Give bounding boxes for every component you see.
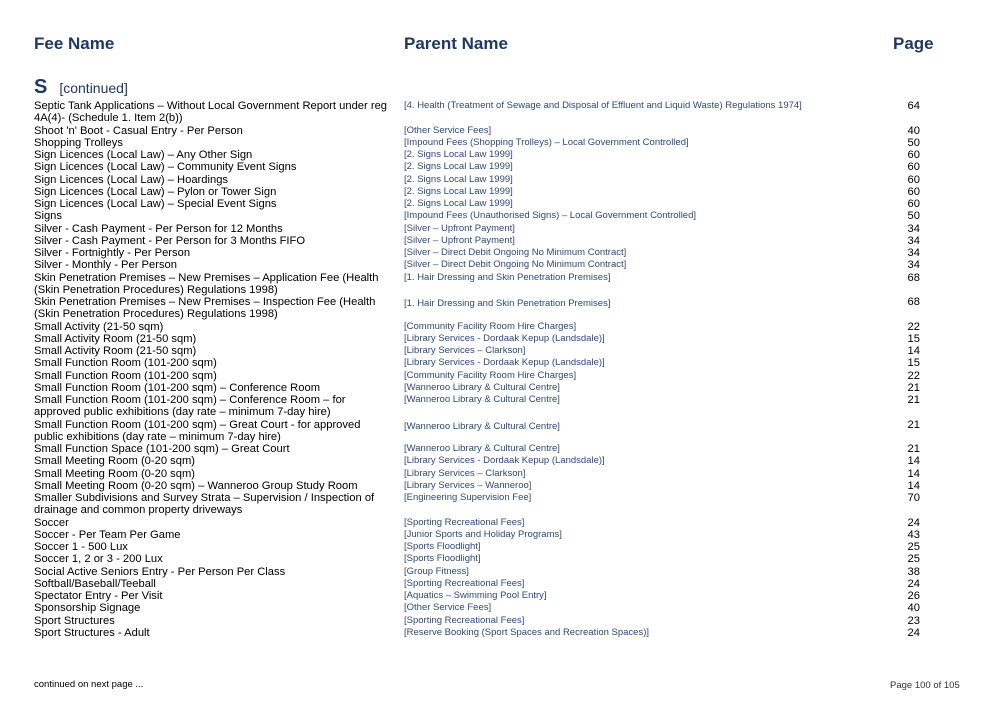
- parent-name-link[interactable]: [Sporting Recreational Fees]: [404, 516, 525, 528]
- fee-name: Spectator Entry - Per Visit: [34, 590, 163, 602]
- page-ref: 38: [907, 565, 920, 578]
- parent-name-link[interactable]: [Library Services – Wanneroo]: [404, 479, 532, 491]
- parent-name-link[interactable]: [Engineering Supervision Fee]: [404, 492, 532, 503]
- parent-name-link[interactable]: [4. Health (Treatment of Sewage and Disposal of Effluent and Liquid Waste) Regulations 1974]: [404, 100, 802, 111]
- parent-name-link[interactable]: [Sporting Recreational Fees]: [404, 577, 525, 589]
- fee-name: Softball/Baseball/Teeball: [34, 577, 156, 590]
- table-row: [34, 235, 924, 247]
- table-row: [34, 161, 924, 173]
- parent-name-link[interactable]: [Other Service Fees]: [404, 124, 492, 136]
- page-ref: 14: [907, 467, 920, 480]
- parent-name-link[interactable]: [Library Services – Clarkson]: [404, 467, 526, 479]
- fee-name: Small Function Room (101-200 sqm): [34, 357, 217, 370]
- table-row: [34, 480, 924, 492]
- page-ref: 50: [907, 210, 920, 223]
- parent-name-link[interactable]: [Impound Fees (Unauthorised Signs) – Local Government Controlled]: [404, 210, 697, 222]
- table-row: [34, 590, 924, 602]
- fee-name: Sign Licences (Local Law) – Pylon or Tower Sign: [34, 185, 277, 198]
- fee-name: Soccer 1, 2 or 3 - 200 Lux: [34, 553, 163, 566]
- table-row: [34, 602, 924, 614]
- fee-name: Sport Structures - Adult: [34, 626, 150, 639]
- page-ref: 60: [907, 173, 920, 186]
- parent-name-link[interactable]: [Aquatics – Swimming Pool Entry]: [404, 590, 547, 601]
- parent-name-link[interactable]: [Sporting Recreational Fees]: [404, 614, 525, 626]
- parent-name-link[interactable]: [Wanneroo Library & Cultural Centre]: [404, 394, 560, 405]
- fee-name: Sign Licences (Local Law) – Special Event Signs: [34, 198, 277, 210]
- table-row: [34, 382, 924, 394]
- fee-name: Social Active Seniors Entry - Per Person Per Class: [34, 565, 286, 578]
- fee-name: Sign Licences (Local Law) – Hoardings: [34, 173, 229, 186]
- table-row: [34, 627, 924, 639]
- page-ref: 34: [907, 234, 920, 247]
- fee-index-list: [34, 100, 924, 639]
- table-row: [34, 100, 924, 125]
- page-ref: 34: [907, 259, 920, 272]
- table-row: [34, 615, 924, 627]
- parent-name-link[interactable]: [Library Services - Dordaak Kepup (Landsdale)]: [404, 332, 605, 344]
- fee-name: Signs: [34, 210, 62, 223]
- page-ref: 24: [907, 577, 920, 590]
- table-row: [34, 394, 924, 419]
- parent-name-link[interactable]: [1. Hair Dressing and Skin Penetration Premises]: [404, 271, 611, 283]
- fee-name: Silver - Cash Payment - Per Person for 3 Months FIFO: [34, 234, 306, 247]
- table-row: [34, 186, 924, 198]
- column-header-parent-name: Parent Name: [404, 34, 508, 53]
- fee-name: Skin Penetration Premises – New Premises – Application Fee (Health (Skin Penetration Procedures) Regulations 1998): [34, 271, 379, 296]
- fee-name: Septic Tank Applications – Without Local Government Report under reg 4A(4)- (Schedule 1. Item 2(b)): [34, 100, 388, 125]
- table-row: [34, 223, 924, 235]
- page-ref: 26: [907, 590, 920, 602]
- fee-name: Small Meeting Room (0-20 sqm): [34, 467, 196, 480]
- fee-name: Soccer 1 - 500 Lux: [34, 541, 128, 553]
- section-letter: S: [34, 76, 48, 98]
- fee-name: Soccer - Per Team Per Game: [34, 528, 181, 541]
- fee-name: Shoot 'n' Boot - Casual Entry - Per Person: [34, 124, 243, 137]
- page-ref: 43: [907, 528, 920, 541]
- parent-name-link[interactable]: [Library Services - Dordaak Kepup (Landsdale)]: [404, 455, 605, 467]
- table-row: [34, 492, 924, 517]
- parent-name-link[interactable]: [Junior Sports and Holiday Programs]: [404, 528, 562, 540]
- page-ref: 21: [907, 418, 920, 431]
- table-row: [34, 296, 924, 321]
- fee-name: Sign Licences (Local Law) – Any Other Sign: [34, 149, 253, 161]
- parent-name-link[interactable]: [2. Signs Local Law 1999]: [404, 161, 513, 173]
- parent-name-link[interactable]: [Library Services - Dordaak Kepup (Landsdale)]: [404, 357, 605, 369]
- fee-name: Silver - Cash Payment - Per Person for 12 Months: [34, 222, 283, 235]
- table-row: [34, 455, 924, 467]
- fee-name: Small Activity Room (21-50 sqm): [34, 345, 197, 357]
- table-row: [34, 529, 924, 541]
- page-ref: 15: [907, 332, 920, 345]
- table-row: [34, 321, 924, 333]
- fee-name: Shopping Trolleys: [34, 136, 123, 149]
- section-continued-label: [continued]: [59, 80, 128, 96]
- page-ref: 60: [907, 161, 920, 174]
- table-row: [34, 247, 924, 259]
- parent-name-link[interactable]: [Silver – Upfront Payment]: [404, 234, 515, 246]
- page-ref: 68: [907, 296, 920, 308]
- fee-name: Small Activity Room (21-50 sqm): [34, 332, 197, 345]
- fee-name: Small Function Room (101-200 sqm) – Conference Room: [34, 381, 321, 394]
- fee-name: Sport Structures: [34, 614, 115, 627]
- page-ref: 21: [907, 381, 920, 394]
- page-ref: 60: [907, 149, 920, 161]
- fee-name: Sign Licences (Local Law) – Community Event Signs: [34, 161, 297, 174]
- parent-name-link[interactable]: [1. Hair Dressing and Skin Penetration Premises]: [404, 298, 611, 309]
- table-row: [34, 198, 924, 210]
- table-row: [34, 149, 924, 161]
- page-ref: 14: [907, 479, 920, 492]
- fee-name: Small Meeting Room (0-20 sqm): [34, 455, 196, 468]
- parent-name-link[interactable]: [Wanneroo Library & Cultural Centre]: [404, 443, 560, 454]
- parent-name-link[interactable]: [Community Facility Room Hire Charges]: [404, 320, 577, 332]
- table-row: [34, 210, 924, 222]
- page-number: Page 100 of 105: [890, 680, 960, 691]
- parent-name-link[interactable]: [Impound Fees (Shopping Trolleys) – Local Government Controlled]: [404, 136, 689, 148]
- continued-note: continued on next page ...: [34, 679, 144, 690]
- page-ref: 23: [907, 614, 920, 627]
- fee-name: Soccer: [34, 516, 69, 529]
- page-ref: 22: [907, 320, 920, 333]
- table-row: [34, 259, 924, 271]
- page-ref: 25: [907, 553, 920, 566]
- table-row: [34, 468, 924, 480]
- parent-name-link[interactable]: [Silver – Upfront Payment]: [404, 222, 515, 234]
- column-header-page: Page: [893, 34, 934, 53]
- page-ref: 22: [907, 369, 920, 382]
- page-ref: 60: [907, 198, 920, 210]
- page-ref: 24: [907, 626, 920, 639]
- page-ref: 68: [907, 271, 920, 284]
- table-row: [34, 419, 924, 444]
- table-row: [34, 553, 924, 565]
- table-row: [34, 125, 924, 137]
- table-row: [34, 333, 924, 345]
- table-row: [34, 272, 924, 297]
- parent-name-link[interactable]: [Community Facility Room Hire Charges]: [404, 369, 577, 381]
- fee-name: Small Meeting Room (0-20 sqm) – Wanneroo Group Study Room: [34, 479, 358, 492]
- table-row: [34, 566, 924, 578]
- fee-name: Small Activity (21-50 sqm): [34, 320, 164, 333]
- page-ref: 15: [907, 357, 920, 370]
- page-ref: 24: [907, 516, 920, 529]
- parent-name-link[interactable]: [Group Fitness]: [404, 565, 469, 577]
- table-row: [34, 137, 924, 149]
- parent-name-link[interactable]: [Wanneroo Library & Cultural Centre]: [404, 420, 560, 432]
- fee-name: Small Function Room (101-200 sqm) – Great Court - for approved public exhibitions (day rate – minimum 7-day hire): [34, 418, 361, 443]
- page-ref: 14: [907, 345, 920, 357]
- page-ref: 14: [907, 455, 920, 468]
- page-ref: 64: [907, 100, 920, 112]
- fee-name: Silver - Monthly - Per Person: [34, 259, 177, 272]
- fee-name: Silver - Fortnightly - Per Person: [34, 247, 191, 259]
- page-ref: 40: [907, 602, 920, 615]
- page-ref: 25: [907, 541, 920, 553]
- parent-name-link[interactable]: [2. Signs Local Law 1999]: [404, 149, 513, 160]
- parent-name-link[interactable]: [Sports Floodlight]: [404, 541, 481, 552]
- table-row: [34, 345, 924, 357]
- page-ref: 60: [907, 185, 920, 198]
- table-row: [34, 174, 924, 186]
- parent-name-link[interactable]: [2. Signs Local Law 1999]: [404, 173, 513, 185]
- parent-name-link[interactable]: [Reserve Booking (Sport Spaces and Recreation Spaces)]: [404, 626, 650, 638]
- fee-name: Smaller Subdivisions and Survey Strata – Supervision / Inspection of drainage and common property driveways: [34, 492, 375, 517]
- table-row: [34, 578, 924, 590]
- page-ref: 34: [907, 247, 920, 259]
- page-ref: 50: [907, 136, 920, 149]
- parent-name-link[interactable]: [Silver – Direct Debit Ongoing No Minimum Contract]: [404, 247, 627, 258]
- parent-name-link[interactable]: [Sports Floodlight]: [404, 553, 481, 565]
- parent-name-link[interactable]: [2. Signs Local Law 1999]: [404, 185, 513, 197]
- fee-name: Sponsorship Signage: [34, 602, 141, 615]
- table-row: [34, 357, 924, 369]
- page-ref: 40: [907, 124, 920, 137]
- fee-name: Skin Penetration Premises – New Premises – Inspection Fee (Health (Skin Penetration Procedures) Regulations 1998): [34, 296, 376, 321]
- table-row: [34, 370, 924, 382]
- parent-name-link[interactable]: [Library Services – Clarkson]: [404, 345, 526, 356]
- column-header-fee-name: Fee Name: [34, 34, 115, 53]
- table-row: [34, 443, 924, 455]
- fee-name: Small Function Room (101-200 sqm): [34, 369, 217, 382]
- fee-name: Small Function Room (101-200 sqm) – Conference Room – for approved public exhibitions (day rate – minimum 7-day hire): [34, 394, 346, 419]
- parent-name-link[interactable]: [Other Service Fees]: [404, 602, 492, 614]
- parent-name-link[interactable]: [2. Signs Local Law 1999]: [404, 198, 513, 209]
- table-row: [34, 517, 924, 529]
- fee-name: Small Function Space (101-200 sqm) – Great Court: [34, 443, 290, 455]
- table-row: [34, 541, 924, 553]
- page-ref: 34: [907, 222, 920, 235]
- page-ref: 21: [907, 394, 920, 406]
- page-ref: 70: [907, 492, 920, 504]
- parent-name-link[interactable]: [Wanneroo Library & Cultural Centre]: [404, 381, 560, 393]
- page-ref: 21: [907, 443, 920, 455]
- section-heading: [34, 76, 128, 99]
- parent-name-link[interactable]: [Silver – Direct Debit Ongoing No Minimum Contract]: [404, 259, 627, 271]
